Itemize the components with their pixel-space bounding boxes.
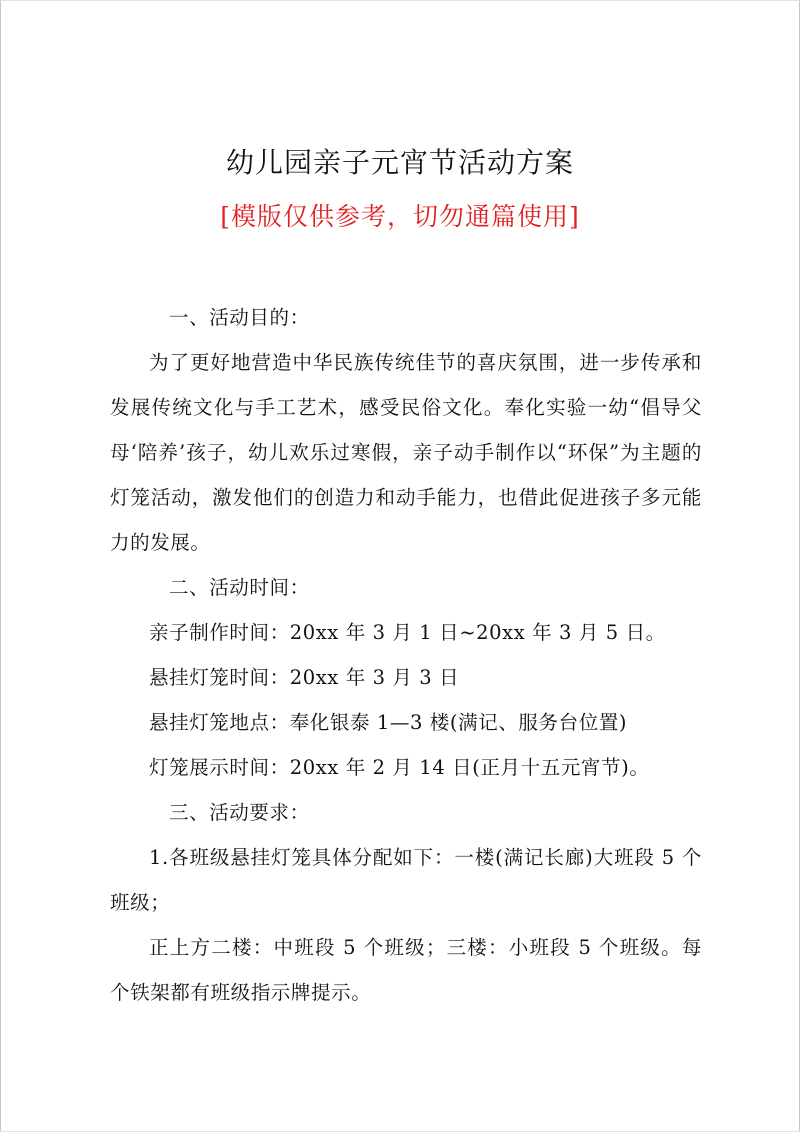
document-body [110,295,702,1015]
time-line-hanging: 悬挂灯笼时间：20xx 年 3 月 3 日 [149,666,460,689]
document-subtitle: [模版仅供参考，切勿通篇使用] [220,202,580,231]
purpose-paragraph: 为了更好地营造中华民族传统佳节的喜庆氛围，进一步传承和发展传统文化与手工艺术，感受民俗文化。奉化实验一幼“倡导父母‘陪养’孩子，幼儿欢乐过寒假，亲子动手制作以“环保”为主题的灯笼活动，激发他们的创造力和动手能力，也借此促进孩子多元能力的发展。 [110,351,702,554]
section-heading-time: 二、活动时间： [169,576,310,599]
time-line-location: 悬挂灯笼地点：奉化银泰 1—3 楼(满记、服务台位置) [149,711,628,734]
section-heading-purpose: 一、活动目的： [169,306,310,329]
time-line-display: 灯笼展示时间：20xx 年 2 月 14 日(正月十五元宵节)。 [149,756,650,779]
document-title: 幼儿园亲子元宵节活动方案 [225,146,574,179]
time-line-making: 亲子制作时间：20xx 年 3 月 1 日~20xx 年 3 月 5 日。 [149,621,666,644]
section-heading-requirements: 三、活动要求： [169,801,310,824]
requirement-paragraph-2: 正上方二楼：中班段 5 个班级；三楼：小班段 5 个班级。每个铁架都有班级指示牌提示。 [110,936,702,1004]
requirement-paragraph-1: 1.各班级悬挂灯笼具体分配如下：一楼(满记长廊)大班段 5 个班级； [110,846,702,914]
